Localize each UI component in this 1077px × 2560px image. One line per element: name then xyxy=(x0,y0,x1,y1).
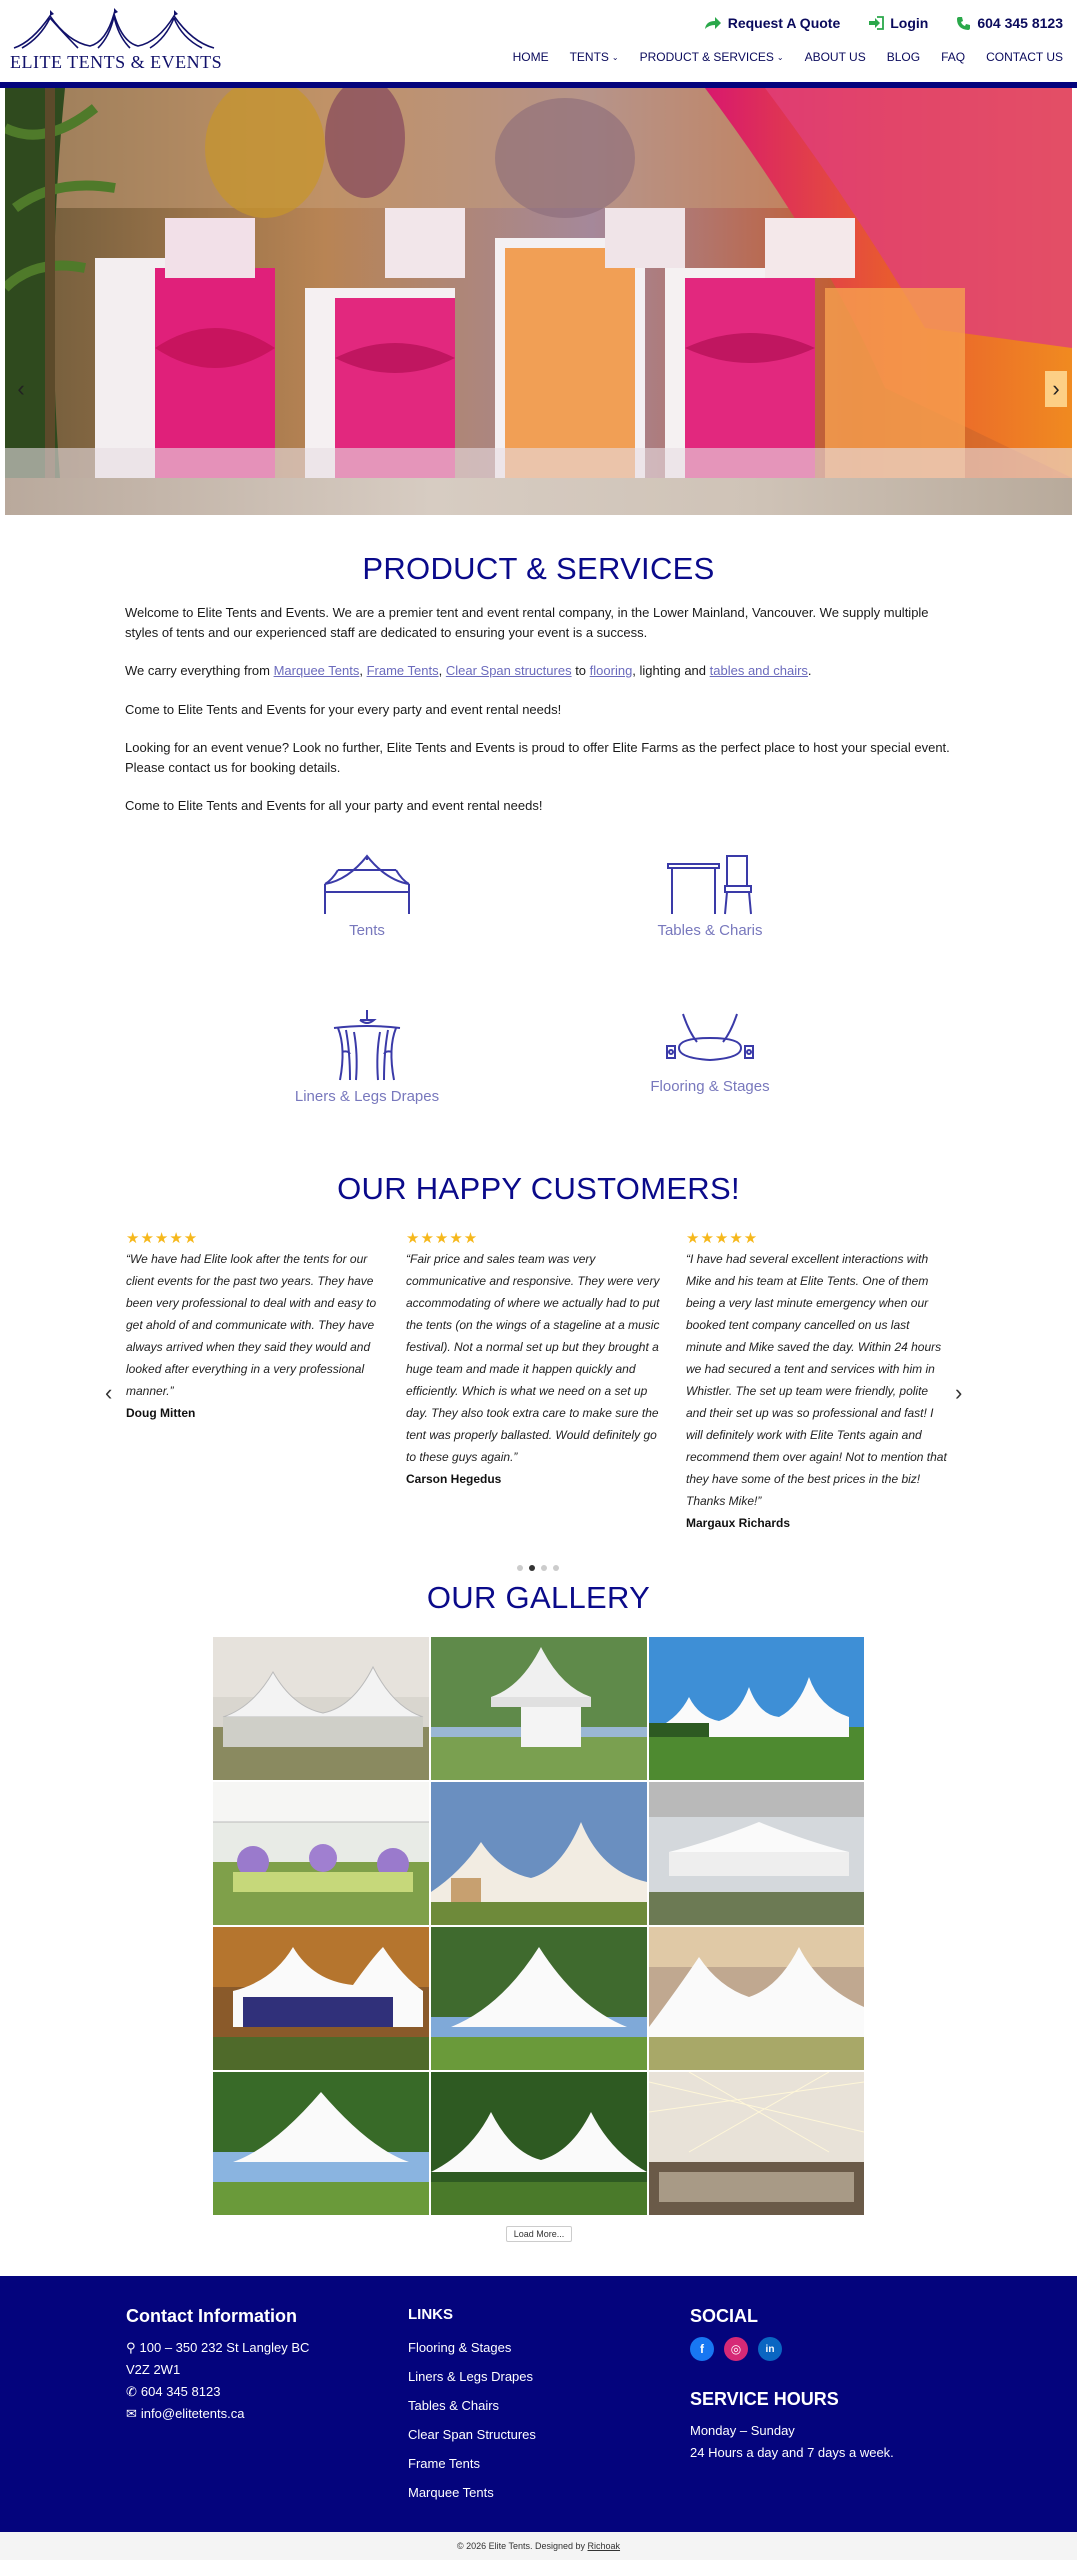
testimonial-quote: “Fair price and sales team was very communicative and responsive. They were very accommodating of where we actually had to put the tents (on the wings of a stageline at a music festival). Not a normal set up but they brought a huge team and made it happen quickly and efficiently. Which is what we need on a set up day. They also took extra care to make sure the tent was properly ballasted. Would definitely go to these guys again.” xyxy=(406,1252,660,1464)
nav-about[interactable] xyxy=(805,50,866,64)
link-tables-chairs[interactable]: tables and chairs xyxy=(709,663,808,678)
gallery-image[interactable] xyxy=(431,2072,647,2215)
chevron-left-icon: ‹ xyxy=(17,376,25,401)
gallery-title: OUR GALLERY xyxy=(426,1580,651,1615)
logo-tents-icon xyxy=(10,8,220,52)
footer-link[interactable]: Frame Tents xyxy=(408,2456,481,2471)
intro-paragraph-3: Come to Elite Tents and Events for your every party and event rental needs! xyxy=(125,701,562,717)
testimonial-author: Margaux Richards xyxy=(686,1516,791,1530)
footer-contact xyxy=(126,2306,386,2425)
link-clear-span[interactable]: Clear Span structures xyxy=(445,663,572,678)
phone-link[interactable] xyxy=(956,15,1063,31)
testimonial-card xyxy=(686,1231,948,1530)
intro-p2-sep: , xyxy=(438,663,446,678)
logo-text: ELITE TENTS & EVENTS xyxy=(10,52,223,72)
testimonials-pagination xyxy=(517,1565,559,1571)
intro-p2-sep: to xyxy=(571,663,590,678)
nav-products[interactable] xyxy=(640,50,784,64)
top-links xyxy=(704,15,1063,31)
stage-icon xyxy=(663,1008,757,1074)
gallery-image[interactable] xyxy=(649,1927,864,2070)
gallery-image[interactable] xyxy=(213,1637,429,1780)
nav-contact[interactable] xyxy=(986,50,1063,64)
linkedin-icon[interactable]: in xyxy=(758,2337,782,2361)
chevron-right-icon: › xyxy=(1052,376,1060,401)
footer-link[interactable]: Tables & Chairs xyxy=(408,2398,500,2413)
footer-link[interactable]: Liners & Legs Drapes xyxy=(408,2369,534,2384)
facebook-icon[interactable]: f xyxy=(690,2337,714,2361)
footer-email[interactable] xyxy=(126,2403,386,2425)
footer-address-line2: V2Z 2W1 xyxy=(126,2362,181,2377)
footer-links-title: LINKS xyxy=(408,2306,453,2323)
nav-home[interactable] xyxy=(513,50,549,64)
footer-hours-title: SERVICE HOURS xyxy=(690,2389,839,2409)
nav-blog-label: BLOG xyxy=(886,50,921,64)
site-footer xyxy=(0,2276,1077,2532)
footer-phone[interactable] xyxy=(126,2381,386,2403)
footer-phone-label: 604 345 8123 xyxy=(140,2384,221,2399)
phone-label: 604 345 8123 xyxy=(977,15,1063,31)
chevron-right-icon: › xyxy=(955,1380,963,1405)
service-tents[interactable] xyxy=(267,852,467,939)
pagination-dot[interactable] xyxy=(517,1565,523,1571)
testimonials-next-arrow[interactable] xyxy=(955,1380,962,1406)
login-label: Login xyxy=(890,15,929,31)
hero-prev-arrow[interactable] xyxy=(10,371,32,407)
designer-link[interactable]: Richoak xyxy=(587,2541,621,2551)
social-icons xyxy=(690,2337,950,2361)
link-frame-tents[interactable]: Frame Tents xyxy=(366,663,439,678)
request-quote-label: Request A Quote xyxy=(727,15,841,31)
nav-about-label: ABOUT US xyxy=(804,50,866,64)
nav-products-label: PRODUCT & SERVICES xyxy=(639,50,774,64)
testimonial-card xyxy=(406,1231,668,1486)
chevron-left-icon: ‹ xyxy=(105,1380,113,1405)
service-tents-label: Tents xyxy=(349,922,385,939)
link-flooring[interactable]: flooring xyxy=(589,663,633,678)
products-title: PRODUCT & SERVICES xyxy=(362,551,715,586)
link-marquee-tents[interactable]: Marquee Tents xyxy=(273,663,360,678)
pagination-dot-active[interactable] xyxy=(529,1565,535,1571)
phone-icon xyxy=(956,16,971,31)
footer-social-title: SOCIAL xyxy=(690,2306,759,2326)
envelope-icon: ✉ xyxy=(126,2406,137,2421)
instagram-icon[interactable]: ◎ xyxy=(724,2337,748,2361)
service-flooring-label: Flooring & Stages xyxy=(650,1078,770,1095)
footer-email-label: info@elitetents.ca xyxy=(140,2406,245,2421)
nav-faq-label: FAQ xyxy=(941,50,966,64)
pagination-dot[interactable] xyxy=(553,1565,559,1571)
login-icon xyxy=(868,16,884,30)
intro-paragraph-2 xyxy=(125,661,953,681)
testimonial-quote: “I have had several excellent interactions with Mike and his team at Elite Tents. One of them being a very last minute emergency when our booked tent company cancelled on us last minute and Mike saved the day. Within 24 hours we had secured a tent and services with him in Whistler. The set up team were friendly, polite and their set up was so professional and fast! I will definitely work with Elite Tents again and recommend them over again! Not to mention that they have some of the best prices in the biz! Thanks Mike!” xyxy=(686,1252,947,1508)
footer-social xyxy=(690,2306,950,2464)
gallery-image[interactable] xyxy=(431,1782,647,1925)
nav-blog[interactable] xyxy=(887,50,920,64)
gallery-image[interactable] xyxy=(213,1927,429,2070)
logo[interactable] xyxy=(10,8,223,72)
footer-hours-day: Monday – Sunday xyxy=(690,2423,795,2438)
service-drapes-label: Liners & Legs Drapes xyxy=(294,1088,440,1105)
testimonial-quote: “We have had Elite look after the tents for our client events for the past two years. They have been very professional to deal with and easy to get ahold of and communicate with. They have always arrived when they said they would and looked after everything in a very professional manner.” xyxy=(126,1252,377,1398)
intro-paragraph-5: Come to Elite Tents and Events for all your party and event rental needs! xyxy=(125,798,543,813)
nav-faq[interactable] xyxy=(941,50,965,64)
hero-slider xyxy=(5,88,1072,515)
table-chair-icon xyxy=(663,852,757,918)
load-more-button[interactable]: Load More... xyxy=(506,2226,572,2242)
testimonial-author: Carson Hegedus xyxy=(406,1472,502,1486)
request-quote-link[interactable] xyxy=(704,15,841,31)
footer-contact-title: Contact Information xyxy=(126,2306,297,2326)
hero-floor-strip xyxy=(5,478,1072,515)
footer-links xyxy=(408,2306,648,2507)
testimonials-prev-arrow[interactable] xyxy=(105,1380,112,1406)
gallery-image[interactable] xyxy=(649,1637,864,1780)
service-flooring[interactable] xyxy=(610,1008,810,1095)
hero-image xyxy=(5,88,1072,478)
rating-stars-icon: ★★★★★ xyxy=(126,1230,199,1247)
rating-stars-icon: ★★★★★ xyxy=(406,1230,479,1247)
drapes-icon xyxy=(320,1008,414,1084)
hero-next-arrow[interactable] xyxy=(1045,371,1067,407)
share-arrow-icon xyxy=(704,16,722,30)
gallery-image[interactable] xyxy=(213,2072,429,2215)
intro-p2-sep: , lighting and xyxy=(632,663,710,678)
gallery-image[interactable] xyxy=(649,1782,864,1925)
service-drapes[interactable] xyxy=(267,1008,467,1105)
map-pin-icon: ⚲ xyxy=(126,2340,136,2355)
nav-contact-label: CONTACT US xyxy=(986,50,1063,64)
intro-paragraph-1: Welcome to Elite Tents and Events. We are a premier tent and event rental company, in the Lower Mainland, Vancouver. We supply multiple styles of tents and our experienced staff are dedicated to ensuring your event is a success. xyxy=(125,605,929,640)
service-tables[interactable] xyxy=(610,852,810,939)
intro-paragraph-4: Looking for an event venue? Look no further, Elite Tents and Events is proud to offer Elite Farms as the perfect place to host your special event. Please contact us for booking details. xyxy=(125,740,950,775)
main-nav xyxy=(513,50,1063,64)
phone-icon: ✆ xyxy=(126,2384,137,2399)
intro-p2-prefix: We carry everything from xyxy=(125,663,274,678)
intro-p2-sep: , xyxy=(359,663,367,678)
products-intro xyxy=(125,603,953,835)
gallery-image[interactable] xyxy=(649,2072,864,2215)
service-tables-label: Tables & Charis xyxy=(657,922,763,939)
gallery-image[interactable] xyxy=(431,1637,647,1780)
tent-icon xyxy=(320,852,414,918)
chevron-down-icon: ⌄ xyxy=(776,52,784,62)
footer-link[interactable]: Flooring & Stages xyxy=(408,2340,512,2355)
nav-tents[interactable] xyxy=(570,50,619,64)
testimonial-card xyxy=(126,1231,388,1420)
nav-tents-label: TENTS xyxy=(569,50,609,64)
nav-home-label: HOME xyxy=(512,50,549,64)
footer-link[interactable]: Marquee Tents xyxy=(408,2485,494,2500)
footer-address xyxy=(126,2337,386,2359)
gallery-image[interactable] xyxy=(213,1782,429,1925)
copyright-bar xyxy=(0,2532,1077,2560)
testimonials-title: OUR HAPPY CUSTOMERS! xyxy=(337,1171,740,1206)
intro-p2-suffix: . xyxy=(807,663,812,678)
pagination-dot[interactable] xyxy=(541,1565,547,1571)
gallery-image[interactable] xyxy=(431,1927,647,2070)
footer-address-line1: 100 – 350 232 St Langley BC xyxy=(139,2340,310,2355)
footer-hours-text: 24 Hours a day and 7 days a week. xyxy=(690,2445,894,2460)
site-header xyxy=(0,0,1077,82)
footer-link[interactable]: Clear Span Structures xyxy=(408,2427,536,2442)
gallery-grid xyxy=(213,1637,864,2215)
rating-stars-icon: ★★★★★ xyxy=(686,1230,759,1247)
chevron-down-icon: ⌄ xyxy=(611,52,619,62)
login-link[interactable] xyxy=(868,15,928,31)
testimonial-author: Doug Mitten xyxy=(126,1406,196,1420)
copyright-text: © 2026 Elite Tents. Designed by xyxy=(456,2541,588,2551)
